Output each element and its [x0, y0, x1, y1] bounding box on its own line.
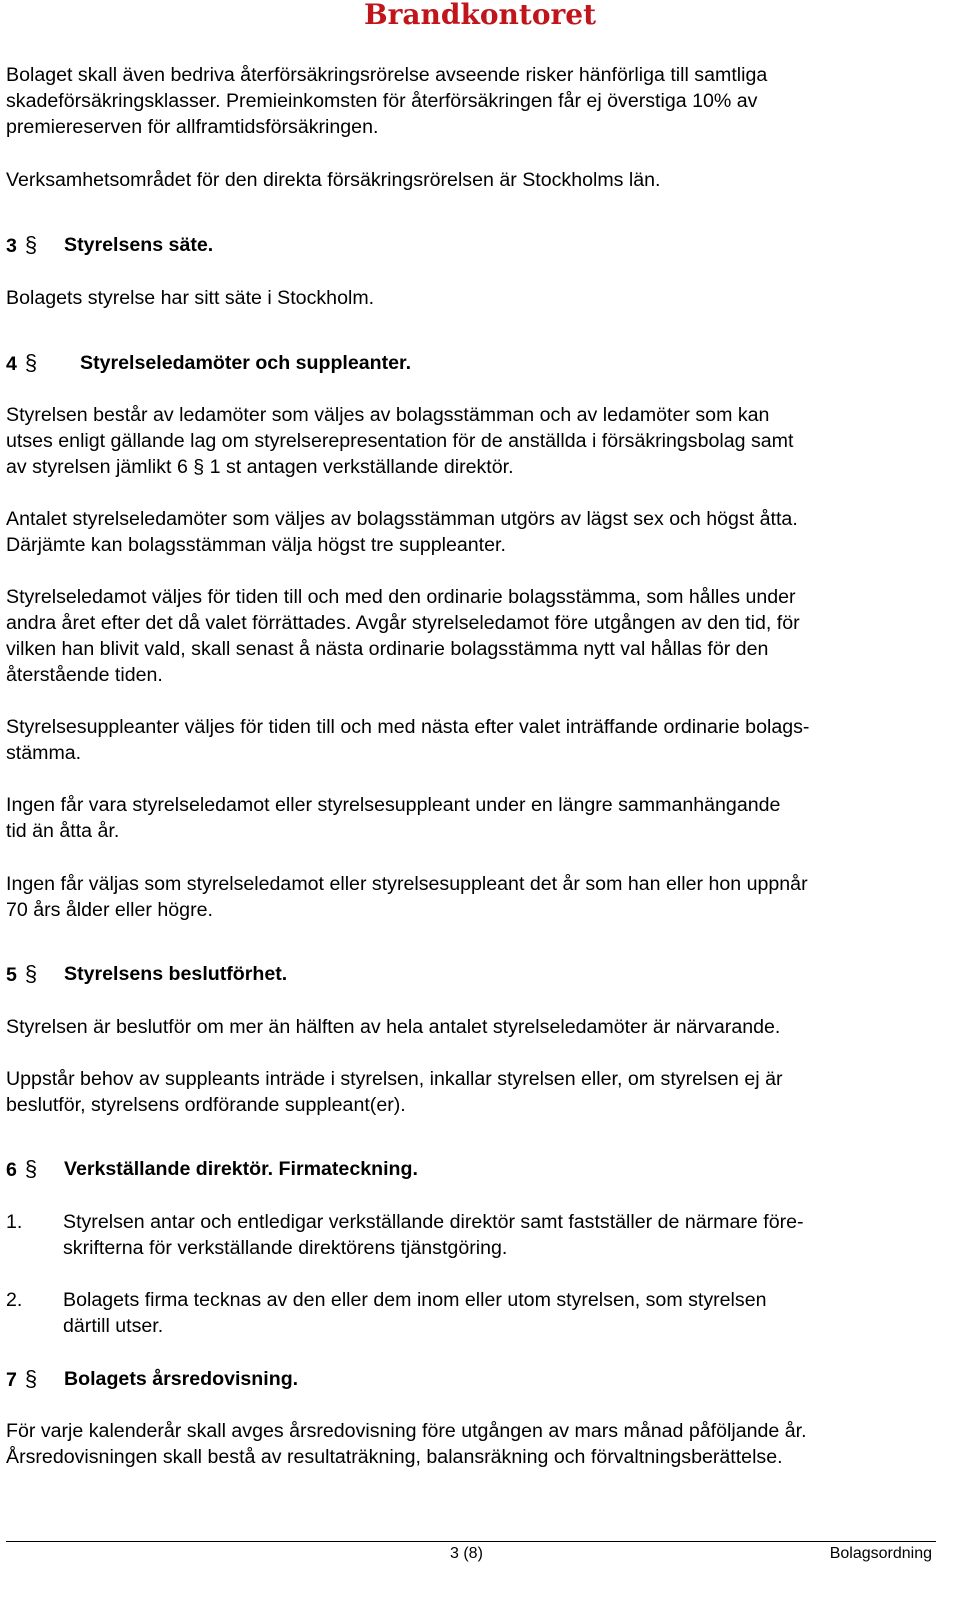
paragraph-line: skadeförsäkringsklasser. Premieinkomsten för återförsäkringen får ej överstiga 10% av: [6, 90, 758, 112]
section-heading-4: [6, 350, 412, 377]
paragraph-line: Styrelsen består av ledamöter som väljes av bolagsstämman och av ledamöter som kan: [6, 404, 770, 426]
section-number: 5: [6, 964, 17, 986]
section-number: 3: [6, 235, 17, 257]
company-title: Brandkontoret: [363, 0, 597, 31]
paragraph-line: Därjämte kan bolagsstämman välja högst tre suppleanter.: [6, 534, 506, 556]
paragraph-line: tid än åtta år.: [6, 820, 120, 842]
list-item-line: skrifterna för verkställande direktörens tjänstgöring.: [63, 1237, 508, 1259]
section-title: Bolagets årsredovisning.: [64, 1368, 299, 1390]
paragraph-line: Styrelsen är beslutför om mer än hälften av hela antalet styrelseledamöter är närvarande.: [6, 1016, 781, 1038]
paragraph-line: utses enligt gällande lag om styrelserepresentation för de anställda i försäkringsbolag samt: [6, 430, 794, 452]
section-sign: §: [24, 1156, 38, 1181]
paragraph-line: andra året efter det då valet förrättades. Avgår styrelseledamot före utgången av den tid, för: [6, 612, 800, 634]
section-heading-6: [6, 1156, 418, 1183]
section-sign: §: [24, 350, 38, 375]
paragraph-line: Bolaget skall även bedriva återförsäkringsrörelse avseende risker hänförliga till samtliga: [6, 64, 768, 86]
section-heading-7: [6, 1366, 299, 1393]
paragraph-line: Bolagets styrelse har sitt säte i Stockholm.: [6, 287, 375, 309]
section-title: Verkställande direktör. Firmateckning.: [64, 1158, 418, 1180]
section-number: 7: [6, 1369, 17, 1391]
paragraph-line: av styrelsen jämlikt 6 § 1 st antagen verkställande direktör.: [6, 456, 514, 478]
section-number: 4: [6, 353, 17, 375]
paragraph-line: Antalet styrelseledamöter som väljes av bolagsstämman utgörs av lägst sex och högst åtta.: [6, 508, 798, 530]
list-item-line: Bolagets firma tecknas av den eller dem inom eller utom styrelsen, som styrelsen: [63, 1289, 767, 1311]
paragraph-line: beslutför, styrelsens ordförande suppleant(er).: [6, 1094, 406, 1116]
section-sign: §: [24, 232, 38, 257]
paragraph-line: 70 års ålder eller högre.: [6, 899, 213, 921]
section-sign: §: [24, 961, 38, 986]
paragraph-line: Styrelseledamot väljes för tiden till och med den ordinarie bolagsstämma, som hålles under: [6, 586, 796, 608]
section-number: 6: [6, 1159, 17, 1181]
section-heading-5: [6, 961, 288, 988]
paragraph-line: Ingen får vara styrelseledamot eller styrelsesuppleant under en längre sammanhängande: [6, 794, 781, 816]
paragraph-line: Årsredovisningen skall bestå av resultaträkning, balansräkning och förvaltningsberättelse.: [6, 1446, 783, 1468]
paragraph-line: Styrelsesuppleanter väljes för tiden till och med nästa efter valet inträffande ordinarie bolags-: [6, 716, 810, 738]
document-name: Bolagsordning: [829, 1545, 932, 1562]
paragraph-line: För varje kalenderår skall avges årsredovisning före utgången av mars månad påföljande år.: [6, 1420, 807, 1442]
paragraph-line: Ingen får väljas som styrelseledamot eller styrelsesuppleant det år som han eller hon uppnår: [6, 873, 808, 895]
list-item-number: 2.: [6, 1289, 23, 1311]
page-number: 3 (8): [450, 1545, 483, 1562]
paragraph-line: Verksamhetsområdet för den direkta försäkringsrörelsen är Stockholms län.: [6, 169, 661, 191]
footer-divider: [6, 1541, 936, 1542]
paragraph-line: återstående tiden.: [6, 664, 163, 686]
list-item-line: Styrelsen antar och entledigar verkställande direktör samt fastställer de närmare före-: [63, 1211, 804, 1233]
section-title: Styrelsens säte.: [64, 234, 214, 256]
page-header: [0, 0, 960, 34]
section-heading-3: [6, 232, 214, 259]
paragraph-line: vilken han blivit vald, skall senast å nästa ordinarie bolagsstämma nytt val hållas för den: [6, 638, 769, 660]
paragraph-line: Uppstår behov av suppleants inträde i styrelsen, inkallar styrelsen eller, om styrelsen ej är: [6, 1068, 783, 1090]
section-title: Styrelsens beslutförhet.: [64, 963, 288, 985]
list-item-line: därtill utser.: [63, 1315, 164, 1337]
paragraph-line: stämma.: [6, 742, 82, 764]
section-title: Styrelseledamöter och suppleanter.: [80, 352, 412, 374]
paragraph-line: premiereserven för allframtidsförsäkringen.: [6, 116, 379, 138]
list-item-number: 1.: [6, 1211, 23, 1233]
section-sign: §: [24, 1366, 38, 1391]
